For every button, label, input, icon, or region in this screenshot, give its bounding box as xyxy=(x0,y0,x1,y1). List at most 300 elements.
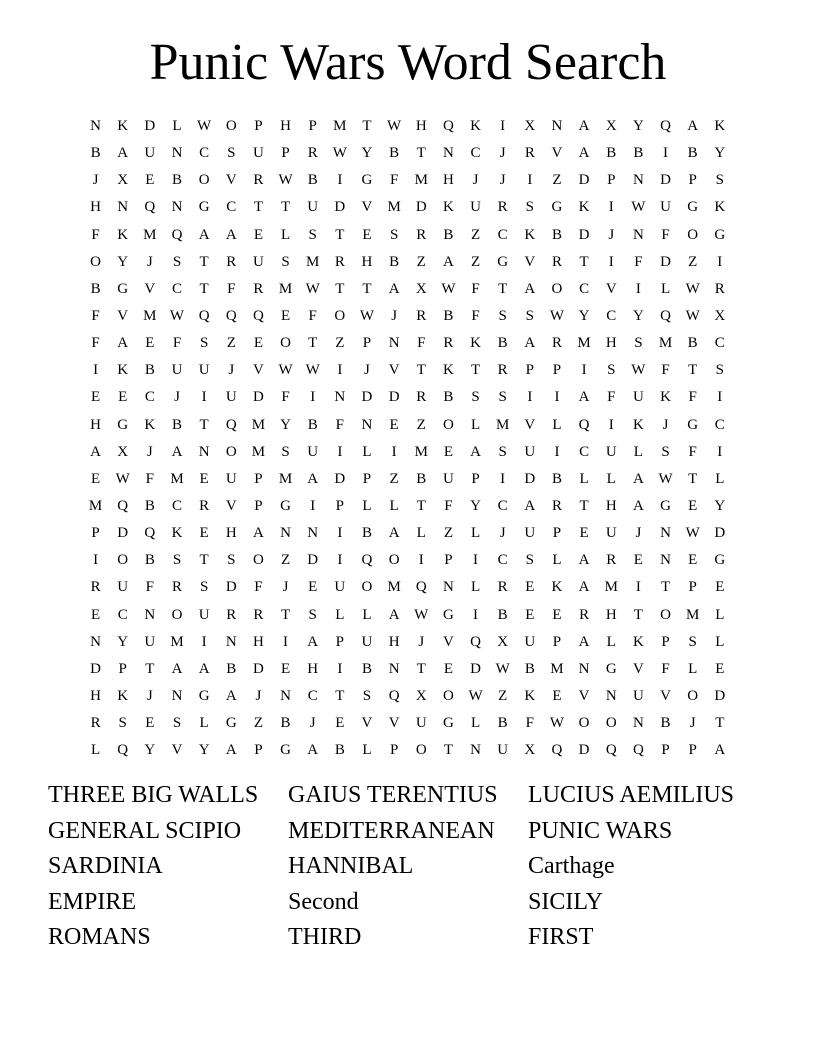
grid-letter: E xyxy=(308,579,318,596)
grid-letter: A xyxy=(171,660,183,677)
grid-letter: T xyxy=(470,362,481,379)
grid-letter: G xyxy=(714,552,726,569)
grid-letter: A xyxy=(388,525,400,542)
grid-letter: T xyxy=(199,416,209,433)
grid-letter: N xyxy=(90,633,101,650)
grid-letter: I xyxy=(473,552,479,569)
grid-letter: H xyxy=(605,497,617,514)
grid-letter: Q xyxy=(632,742,644,759)
grid-letter: W xyxy=(549,715,565,732)
grid-letter: C xyxy=(171,280,182,297)
grid-letter: Q xyxy=(361,552,373,569)
grid-letter: E xyxy=(525,606,535,623)
word-list-item: THIRD xyxy=(288,924,362,951)
grid-letter: K xyxy=(117,118,129,134)
grid-letter: C xyxy=(226,199,237,216)
grid-letter: J xyxy=(255,687,262,704)
grid-letter: N xyxy=(605,687,617,704)
grid-letter: H xyxy=(307,660,319,677)
grid-letter: U xyxy=(605,443,617,460)
grid-letter: A xyxy=(388,606,400,623)
grid-letter: I xyxy=(608,253,614,270)
grid-letter: V xyxy=(388,715,400,732)
grid-letter: Y xyxy=(714,497,726,514)
grid-letter: U xyxy=(252,145,264,162)
grid-letter: I xyxy=(418,552,424,569)
grid-letter: C xyxy=(714,416,725,433)
word-list-item: Carthage xyxy=(528,853,615,880)
grid-letter: L xyxy=(552,552,562,569)
grid-letter: P xyxy=(688,172,697,189)
grid-letter: B xyxy=(443,226,454,243)
grid-letter: F xyxy=(661,660,670,677)
grid-letter: Z xyxy=(389,470,399,487)
grid-letter: R xyxy=(443,335,454,352)
grid-letter: B xyxy=(307,416,318,433)
grid-letter: J xyxy=(309,715,316,732)
grid-letter: K xyxy=(632,633,644,650)
grid-letter: E xyxy=(90,470,101,487)
grid-letter: M xyxy=(550,660,564,677)
grid-letter: Q xyxy=(144,525,156,542)
grid-letter: S xyxy=(471,389,480,406)
word-list-item: EMPIRE xyxy=(48,888,137,915)
grid-letter: F xyxy=(308,307,317,324)
grid-letter: J xyxy=(499,172,506,189)
grid-letter: P xyxy=(661,633,670,650)
grid-letter: S xyxy=(308,226,317,243)
grid-letter: B xyxy=(90,145,101,162)
grid-letter: L xyxy=(280,226,291,243)
grid-letter: T xyxy=(280,199,291,216)
grid-letter: B xyxy=(551,470,562,487)
grid-letter: M xyxy=(278,470,293,487)
grid-letter: D xyxy=(714,525,726,542)
grid-letter: O xyxy=(578,715,590,732)
grid-letter: U xyxy=(605,525,617,542)
grid-letter: T xyxy=(145,660,155,677)
grid-letter: S xyxy=(362,687,372,704)
grid-letter: M xyxy=(577,335,591,352)
grid-letter: B xyxy=(334,742,345,759)
grid-letter: L xyxy=(362,742,372,759)
grid-letter: I xyxy=(635,579,641,596)
grid-letter: K xyxy=(117,362,129,379)
grid-letter: O xyxy=(388,552,400,569)
grid-letter: K xyxy=(551,579,563,596)
grid-letter: W xyxy=(115,470,130,487)
grid-letter: I xyxy=(581,362,587,379)
grid-letter: R xyxy=(416,226,427,243)
grid-letter: O xyxy=(198,172,210,189)
grid-letter: J xyxy=(689,715,696,732)
grid-letter: U xyxy=(198,606,210,623)
grid-letter: K xyxy=(714,118,726,134)
grid-letter: O xyxy=(660,606,671,623)
grid-letter: D xyxy=(578,742,590,759)
grid-letter: Y xyxy=(144,742,156,759)
grid-letter: W xyxy=(414,606,429,623)
grid-letter: L xyxy=(470,525,481,542)
grid-letter: P xyxy=(362,470,372,487)
grid-letter: B xyxy=(280,715,291,732)
grid-letter: D xyxy=(578,172,590,189)
grid-letter: V xyxy=(225,172,237,189)
grid-letter: C xyxy=(117,606,128,623)
grid-letter: P xyxy=(281,145,290,162)
grid-letter: A xyxy=(307,633,319,650)
grid-letter: E xyxy=(199,470,209,487)
grid-letter: Q xyxy=(117,742,129,759)
grid-letter: I xyxy=(337,362,343,379)
grid-letter: A xyxy=(578,633,590,650)
grid-letter: I xyxy=(527,172,533,189)
grid-letter: A xyxy=(714,742,726,759)
grid-letter: Z xyxy=(552,172,562,189)
grid-letter: L xyxy=(470,715,481,732)
grid-letter: I xyxy=(527,389,533,406)
grid-letter: G xyxy=(361,172,373,189)
grid-letter: I xyxy=(608,199,614,216)
grid-letter: K xyxy=(470,335,481,352)
grid-letter: E xyxy=(90,389,101,406)
grid-letter: E xyxy=(525,579,535,596)
grid-letter: J xyxy=(662,416,669,433)
grid-letter: Y xyxy=(632,118,644,134)
grid-letter: B xyxy=(389,145,400,162)
grid-letter: L xyxy=(579,470,589,487)
grid-letter: Q xyxy=(660,118,671,134)
grid-letter: Q xyxy=(198,307,210,324)
grid-letter: U xyxy=(361,633,373,650)
grid-letter: W xyxy=(441,280,456,297)
grid-letter: I xyxy=(337,525,343,542)
grid-letter: T xyxy=(660,579,671,596)
grid-letter: L xyxy=(606,470,616,487)
grid-letter: R xyxy=(714,280,725,297)
grid-letter: I xyxy=(337,443,343,460)
grid-letter: L xyxy=(470,579,481,596)
grid-letter: W xyxy=(197,118,212,134)
grid-letter: A xyxy=(578,579,590,596)
grid-letter: B xyxy=(307,172,318,189)
grid-letter: G xyxy=(687,199,699,216)
grid-letter: Z xyxy=(470,253,481,270)
grid-letter: E xyxy=(715,579,725,596)
grid-letter: Y xyxy=(280,416,291,433)
grid-letter: K xyxy=(144,416,156,433)
grid-letter: U xyxy=(144,145,156,162)
grid-letter: R xyxy=(606,552,617,569)
word-list xyxy=(48,778,768,956)
grid-letter: N xyxy=(117,199,129,216)
grid-letter: T xyxy=(362,280,372,297)
grid-letter: I xyxy=(391,443,397,460)
grid-letter: A xyxy=(442,253,454,270)
grid-letter: Q xyxy=(470,633,481,650)
word-list-item: HANNIBAL xyxy=(288,853,414,880)
grid-letter: Q xyxy=(578,416,590,433)
grid-letter: V xyxy=(551,145,563,162)
grid-letter: R xyxy=(497,199,508,216)
grid-letter: A xyxy=(225,687,237,704)
grid-letter: T xyxy=(416,660,426,677)
grid-letter: R xyxy=(551,253,562,270)
word-list-item: Second xyxy=(288,888,359,915)
grid-letter: M xyxy=(333,118,347,134)
grid-letter: A xyxy=(198,660,210,677)
grid-letter: I xyxy=(500,118,506,134)
grid-letter: L xyxy=(362,497,372,514)
grid-letter: F xyxy=(172,335,182,352)
grid-letter: R xyxy=(416,389,427,406)
grid-letter: A xyxy=(90,443,101,460)
grid-letter: F xyxy=(91,226,100,243)
grid-letter: R xyxy=(551,497,562,514)
grid-letter: G xyxy=(198,199,210,216)
grid-letter: S xyxy=(688,633,697,650)
grid-letter: E xyxy=(443,443,453,460)
grid-letter: B xyxy=(171,416,182,433)
grid-letter: E xyxy=(280,307,291,324)
grid-letter: M xyxy=(387,579,401,596)
grid-letter: N xyxy=(280,687,291,704)
grid-letter: J xyxy=(472,172,479,189)
grid-letter: B xyxy=(144,497,155,514)
grid-letter: L xyxy=(715,470,725,487)
grid-letter: G xyxy=(660,497,671,514)
grid-letter: O xyxy=(687,226,699,243)
grid-letter: M xyxy=(88,497,103,514)
grid-letter: M xyxy=(658,335,673,352)
grid-letter: N xyxy=(551,118,563,134)
grid-letter: N xyxy=(660,552,671,569)
grid-letter: A xyxy=(524,335,536,352)
grid-letter: R xyxy=(551,335,562,352)
grid-letter: A xyxy=(252,525,264,542)
word-list-item: FIRST xyxy=(528,924,594,951)
grid-letter: U xyxy=(442,470,454,487)
grid-letter: U xyxy=(225,470,237,487)
grid-letter: Z xyxy=(688,253,698,270)
grid-letter: S xyxy=(498,443,507,460)
grid-letter: Z xyxy=(416,253,426,270)
grid-letter: D xyxy=(144,118,156,134)
grid-letter: A xyxy=(307,470,319,487)
grid-letter: C xyxy=(497,497,508,514)
grid-letter: G xyxy=(605,660,617,677)
grid-letter: E xyxy=(253,226,263,243)
grid-letter: O xyxy=(334,307,346,324)
grid-letter: Y xyxy=(470,497,481,514)
grid-letter: G xyxy=(442,715,454,732)
grid-letter: U xyxy=(307,199,319,216)
grid-letter: B xyxy=(551,226,562,243)
grid-letter: M xyxy=(496,416,510,433)
grid-letter: Z xyxy=(253,715,263,732)
word-list-item: GENERAL SCIPIO xyxy=(48,817,242,844)
grid-letter: V xyxy=(524,253,536,270)
grid-letter: H xyxy=(388,633,400,650)
grid-letter: N xyxy=(578,660,590,677)
grid-letter: I xyxy=(310,497,316,514)
page-title: Punic Wars Word Search xyxy=(149,34,667,91)
grid-letter: A xyxy=(578,118,590,134)
grid-letter: S xyxy=(172,715,182,732)
grid-letter: F xyxy=(254,579,263,596)
grid-letter: I xyxy=(201,389,207,406)
grid-letter: A xyxy=(117,335,129,352)
grid-letter: D xyxy=(252,660,264,677)
grid-letter: O xyxy=(171,606,183,623)
grid-letter: N xyxy=(198,443,210,460)
grid-letter: A xyxy=(687,118,699,134)
grid-letter: U xyxy=(524,443,536,460)
grid-letter: X xyxy=(497,633,509,650)
grid-letter: R xyxy=(579,606,590,623)
grid-letter: R xyxy=(524,145,535,162)
grid-letter: D xyxy=(524,470,536,487)
grid-letter: D xyxy=(660,172,671,189)
grid-letter: B xyxy=(524,660,535,677)
grid-letter: E xyxy=(715,660,725,677)
word-list-item: ROMANS xyxy=(48,924,151,951)
grid-letter: S xyxy=(227,145,236,162)
grid-letter: P xyxy=(308,118,317,134)
grid-letter: S xyxy=(308,606,317,623)
grid-letter: J xyxy=(391,307,398,324)
grid-letter: E xyxy=(145,715,155,732)
grid-letter: G xyxy=(687,416,699,433)
grid-letter: W xyxy=(278,172,293,189)
grid-letter: D xyxy=(361,389,373,406)
grid-letter: E xyxy=(335,715,345,732)
grid-letter: E xyxy=(118,389,128,406)
grid-letter: T xyxy=(633,606,643,623)
word-list-item: THREE BIG WALLS xyxy=(48,782,259,808)
grid-letter: T xyxy=(199,253,209,270)
grid-letter: Q xyxy=(442,118,454,134)
grid-letter: O xyxy=(225,118,237,134)
grid-letter: E xyxy=(443,660,453,677)
grid-letter: W xyxy=(685,280,700,297)
grid-letter: E xyxy=(579,525,589,542)
grid-letter: W xyxy=(305,362,320,379)
grid-letter: F xyxy=(661,362,670,379)
grid-letter: F xyxy=(444,497,453,514)
grid-letter: Q xyxy=(415,579,427,596)
grid-letter: P xyxy=(552,525,562,542)
grid-letter: I xyxy=(608,416,614,433)
grid-letter: R xyxy=(90,579,101,596)
grid-letter: J xyxy=(228,362,235,379)
grid-letter: D xyxy=(307,552,319,569)
grid-letter: R xyxy=(90,715,101,732)
grid-letter: J xyxy=(282,579,289,596)
grid-letter: G xyxy=(117,416,129,433)
grid-letter: F xyxy=(471,307,480,324)
grid-letter: G xyxy=(551,199,563,216)
grid-letter: P xyxy=(444,552,453,569)
grid-letter: V xyxy=(252,362,264,379)
grid-letter: J xyxy=(364,362,370,379)
grid-letter: S xyxy=(715,362,724,379)
word-list-item: SARDINIA xyxy=(48,853,163,880)
grid-letter: P xyxy=(362,335,372,352)
grid-letter: T xyxy=(498,280,508,297)
grid-letter: C xyxy=(307,687,318,704)
grid-letter: U xyxy=(144,633,156,650)
grid-letter: B xyxy=(90,280,101,297)
grid-letter: B xyxy=(497,606,508,623)
grid-letter: Q xyxy=(605,742,617,759)
grid-letter: L xyxy=(335,606,345,623)
grid-letter: E xyxy=(389,416,399,433)
grid-letter: J xyxy=(146,253,153,270)
grid-letter: H xyxy=(90,416,101,433)
grid-letter: I xyxy=(93,552,99,569)
grid-letter: Q xyxy=(388,687,400,704)
grid-letter: Q xyxy=(117,497,129,514)
grid-letter: D xyxy=(334,199,346,216)
grid-letter: T xyxy=(443,742,453,759)
grid-letter: O xyxy=(415,742,427,759)
grid-letter: R xyxy=(497,579,508,596)
grid-letter: U xyxy=(660,199,671,216)
grid-letter: I xyxy=(337,660,343,677)
grid-letter: B xyxy=(497,335,508,352)
grid-letter: B xyxy=(361,525,372,542)
grid-letter: F xyxy=(389,172,399,189)
grid-letter: P xyxy=(688,742,697,759)
grid-letter: W xyxy=(495,660,510,677)
grid-letter: H xyxy=(442,172,454,189)
grid-letter: X xyxy=(714,307,726,324)
grid-letter: J xyxy=(499,145,506,162)
grid-letter: J xyxy=(174,389,180,406)
grid-letter: H xyxy=(280,118,291,134)
grid-letter: A xyxy=(470,443,481,460)
grid-letter: L xyxy=(660,280,671,297)
grid-letter: Y xyxy=(361,145,373,162)
grid-letter: M xyxy=(170,470,184,487)
grid-letter: N xyxy=(660,525,671,542)
grid-letter: K xyxy=(632,416,644,433)
grid-letter: E xyxy=(280,660,291,677)
grid-letter: B xyxy=(497,715,508,732)
grid-letter: W xyxy=(658,470,673,487)
grid-letter: S xyxy=(634,335,643,352)
grid-letter: B xyxy=(389,253,400,270)
grid-letter: E xyxy=(199,525,209,542)
grid-letter: I xyxy=(554,443,560,460)
grid-letter: M xyxy=(143,226,157,243)
grid-letter: D xyxy=(225,579,237,596)
grid-letter: T xyxy=(688,470,698,487)
grid-letter: C xyxy=(497,552,508,569)
grid-letter: F xyxy=(91,307,100,324)
grid-letter: K xyxy=(442,199,454,216)
grid-letter: T xyxy=(715,715,725,732)
grid-letter: K xyxy=(524,687,536,704)
grid-letter: O xyxy=(605,715,617,732)
grid-letter: A xyxy=(524,497,536,514)
grid-letter: S xyxy=(525,199,534,216)
grid-letter: N xyxy=(171,199,183,216)
grid-letter: R xyxy=(334,253,345,270)
grid-letter: A xyxy=(117,145,129,162)
grid-letter: V xyxy=(524,416,536,433)
